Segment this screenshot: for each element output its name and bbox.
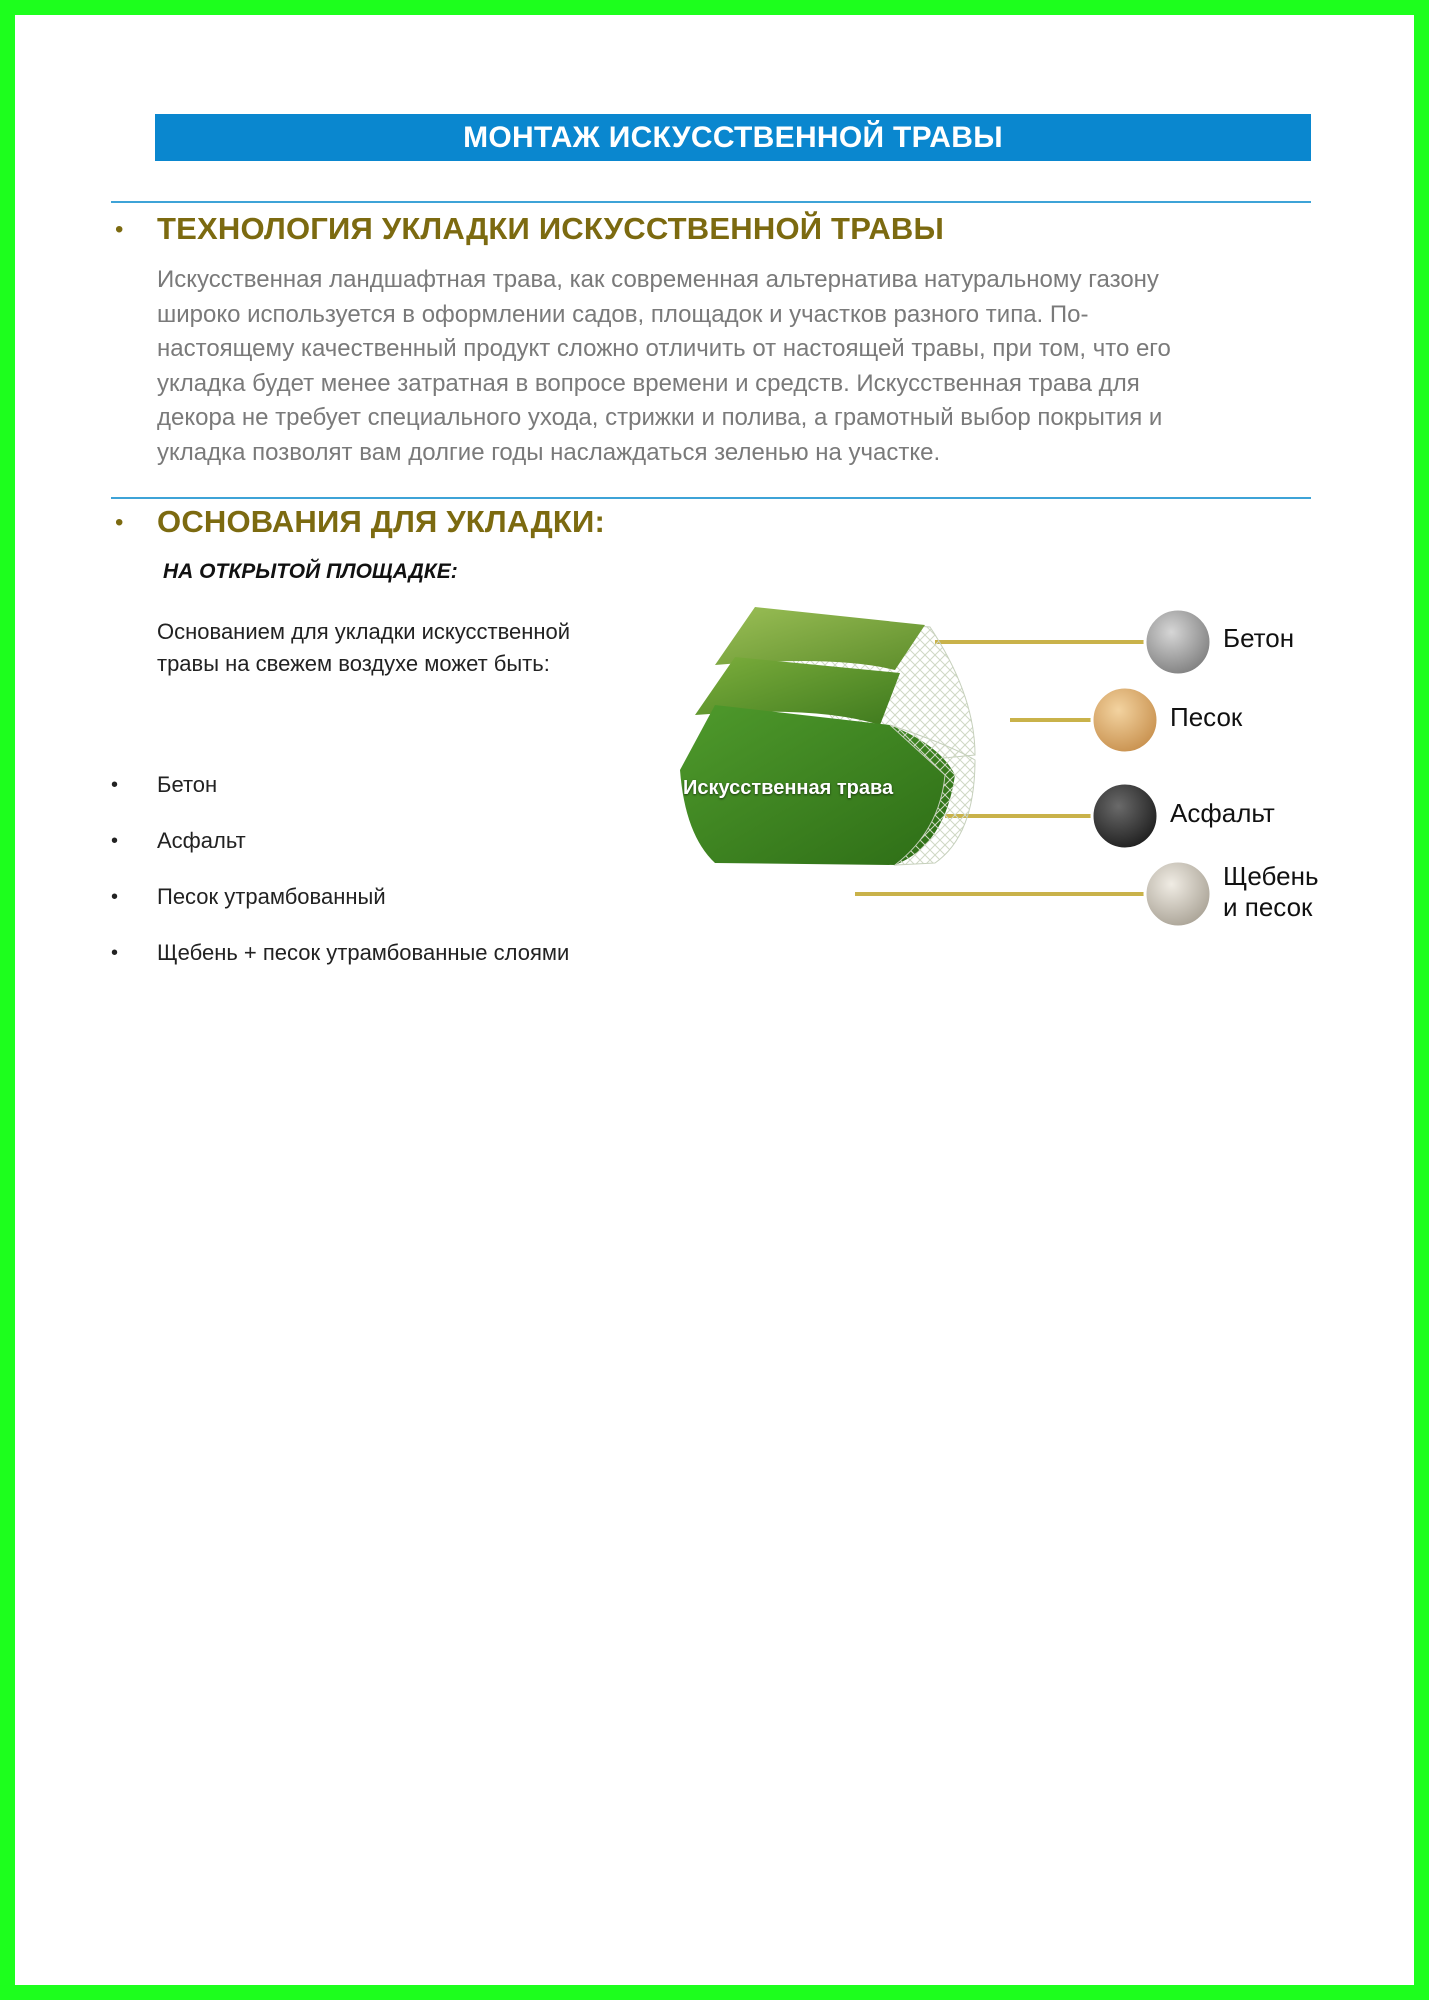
intro-line: декора не требует специального ухода, стрижки и полива, а грамотный выбор покрытия и bbox=[157, 404, 1163, 431]
intro-line: Искусственная ландшафтная трава, как современная альтернатива натуральному газону bbox=[157, 266, 1159, 293]
concrete-sample-icon bbox=[1145, 609, 1211, 675]
heading-bullet: • bbox=[115, 509, 124, 536]
asphalt-sample-icon bbox=[1092, 783, 1158, 849]
heading-bullet: • bbox=[115, 216, 124, 243]
list-item: • Бетон bbox=[111, 772, 218, 797]
base-layers-illustration bbox=[675, 595, 1375, 955]
page-banner: МОНТАЖ ИСКУССТВЕННОЙ ТРАВЫ bbox=[155, 114, 1311, 161]
section-heading-bases: ОСНОВАНИЯ ДЛЯ УКЛАДКИ: bbox=[157, 504, 606, 539]
section-heading-technology: ТЕХНОЛОГИЯ УКЛАДКИ ИСКУССТВЕННОЙ ТРАВЫ bbox=[157, 211, 945, 246]
list-item: • Асфальт bbox=[111, 828, 246, 853]
intro-line: укладка позволят вам долгие годы наслаждаться зеленью на участке. bbox=[157, 438, 941, 466]
divider-top bbox=[111, 201, 1311, 203]
intro-line: широко используется в оформлении садов, площадок и участков разного типа. По- bbox=[157, 300, 1089, 328]
lead-line: травы на свежем воздухе может быть: bbox=[157, 651, 550, 676]
mat-caption: Искусственная трава bbox=[683, 777, 894, 799]
layer-label-gravel: Щебень и песок bbox=[1223, 861, 1319, 922]
layer-label-concrete: Бетон bbox=[1223, 623, 1295, 653]
divider-middle bbox=[111, 497, 1311, 499]
grass-mat-icon bbox=[680, 607, 975, 865]
outdoor-subheading: НА ОТКРЫТОЙ ПЛОЩАДКЕ: bbox=[163, 560, 458, 583]
intro-line: укладка будет менее затратная в вопросе времени и средств. Искусственная трава для bbox=[157, 369, 1140, 397]
layer-label-asphalt: Асфальт bbox=[1170, 798, 1275, 828]
list-item: • Щебень + песок утрамбованные слоями bbox=[111, 940, 570, 965]
lead-line: Основанием для укладки искусственной bbox=[157, 619, 571, 644]
page bbox=[15, 15, 1414, 1985]
bases-lead-text bbox=[157, 616, 657, 680]
intro-line: настоящему качественный продукт сложно отличить от настоящей травы, при том, что его bbox=[157, 335, 1171, 362]
layer-label-sand: Песок bbox=[1170, 702, 1243, 732]
sand-sample-icon bbox=[1092, 687, 1158, 753]
bases-list bbox=[111, 770, 569, 994]
gravel-sample-icon bbox=[1145, 861, 1211, 927]
intro-paragraph bbox=[157, 263, 1307, 470]
list-item: • Песок утрамбованный bbox=[111, 884, 386, 909]
